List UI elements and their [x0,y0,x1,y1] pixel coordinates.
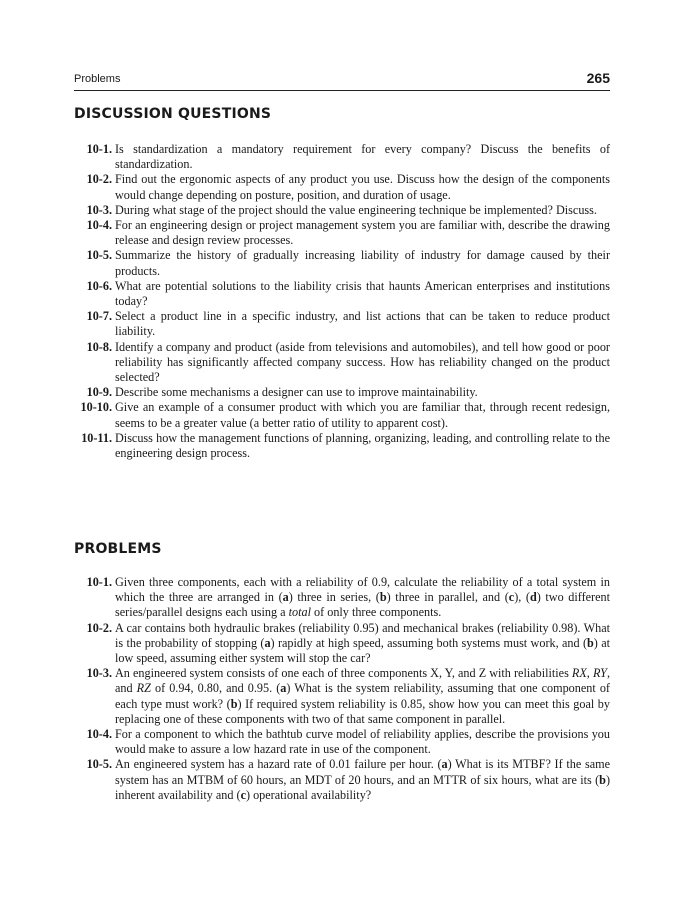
discussion-question-item [70,340,610,386]
running-header [74,72,610,91]
problem-text: For a component to which the bathtub curve model of reliability applies, describe the provisions you would make to assure a low hazard rate in use of the component. [115,727,610,757]
discussion-question-item [70,203,610,218]
discussion-question-text: Is standardization a mandatory requirement for every company? Discuss the benefits of standardization. [115,142,610,172]
problem-number: 10-2. [86,620,112,635]
discussion-question-item [70,218,610,248]
problem-number: 10-5. [86,757,112,772]
discussion-question-text: What are potential solutions to the liability crisis that haunts American enterprises and institutions today? [115,278,610,309]
problem-text: An engineered system has a hazard rate of 0.01 failure per hour. (a) What is its MTBF? If the same system has an MTBM of 60 hours, an MDT of 20 hours, and an MTTR of six hours, what are its (b) inherent availability and (c) operational availability? [115,757,610,802]
problem-text: An engineered system consists of one each of three components X, Y, and Z with reliabilities RX, RY, and RZ of 0.94, 0.80, and 0.95. (a) What is the system reliability, assuming that one component of each type must work? (b) If required system reliability is 0.85, show how you can meet this goal by replacing one of these components with two of that same component in parallel. [115,666,610,726]
discussion-question-item [70,279,610,309]
discussion-question-number: 10-9. [86,385,112,400]
discussion-question-number: 10-3. [86,202,112,217]
page-number: 265 [586,70,610,86]
discussion-question-number: 10-8. [86,339,112,354]
discussion-question-item [70,400,610,430]
discussion-question-number: 10-2. [86,172,112,187]
problem-text: A car contains both hydraulic brakes (reliability 0.95) and mechanical brakes (reliability 0.98). What is the probability of stopping (a) rapidly at high speed, assuming both systems must work, and (b) at low speed, assuming either system will stop the car? [115,620,610,666]
discussion-question-text: During what stage of the project should the value engineering technique be implemented? Discuss. [115,202,597,217]
discussion-questions-list [70,142,610,461]
discussion-question-item [70,172,610,202]
problems-list [70,575,610,803]
discussion-questions-heading: DISCUSSION QUESTIONS [74,106,272,122]
problem-text: Given three components, each with a reliability of 0.9, calculate the reliability of a total system in which the three are arranged in (a) three in series, (b) three in parallel, and (c), (d) two different series/parallel designs each using a total of only three components. [115,575,610,620]
discussion-question-number: 10-7. [86,309,112,324]
discussion-question-text: For an engineering design or project management system you are familiar with, describe the drawing release and design review processes. [115,218,610,248]
problem-number: 10-3. [86,666,112,681]
discussion-question-item [70,248,610,278]
problem-item [70,757,610,803]
discussion-question-number: 10-10. [80,400,112,415]
discussion-question-item [70,385,610,400]
discussion-question-number: 10-6. [86,278,112,293]
discussion-question-item [70,309,610,339]
discussion-question-text: Select a product line in a specific industry, and list actions that can be taken to reduce product liability. [115,309,610,339]
discussion-question-number: 10-11. [81,430,112,445]
problem-item [70,575,610,621]
problem-item [70,621,610,667]
problem-number: 10-4. [86,727,112,742]
discussion-question-text: Give an example of a consumer product with which you are familiar that, through recent redesign, seems to be a greater value (a better ratio of utility to apparent cost). [115,400,610,430]
discussion-question-text: Describe some mechanisms a designer can use to improve maintainability. [115,385,478,400]
discussion-question-text: Identify a company and product (aside from televisions and automobiles), and tell how good or poor reliability has significantly affected company success. How has reliability changed on the product selected? [115,339,610,385]
discussion-question-number: 10-4. [86,218,112,233]
discussion-question-number: 10-5. [86,248,112,263]
problem-item [70,727,610,757]
discussion-question-item [70,431,610,461]
discussion-question-text: Discuss how the management functions of planning, organizing, leading, and controlling relate to the engineering design process. [115,430,610,461]
problems-heading: PROBLEMS [74,541,162,557]
discussion-question-number: 10-1. [86,142,112,156]
discussion-question-item [70,142,610,172]
problem-item [70,666,610,727]
header-section-label: Problems [74,73,121,85]
problem-number: 10-1. [86,575,112,589]
discussion-question-text: Find out the ergonomic aspects of any product you use. Discuss how the design of the components would change depending on posture, position, and duration of usage. [115,172,610,202]
discussion-question-text: Summarize the history of gradually increasing liability of industry for damage caused by their products. [115,248,610,278]
